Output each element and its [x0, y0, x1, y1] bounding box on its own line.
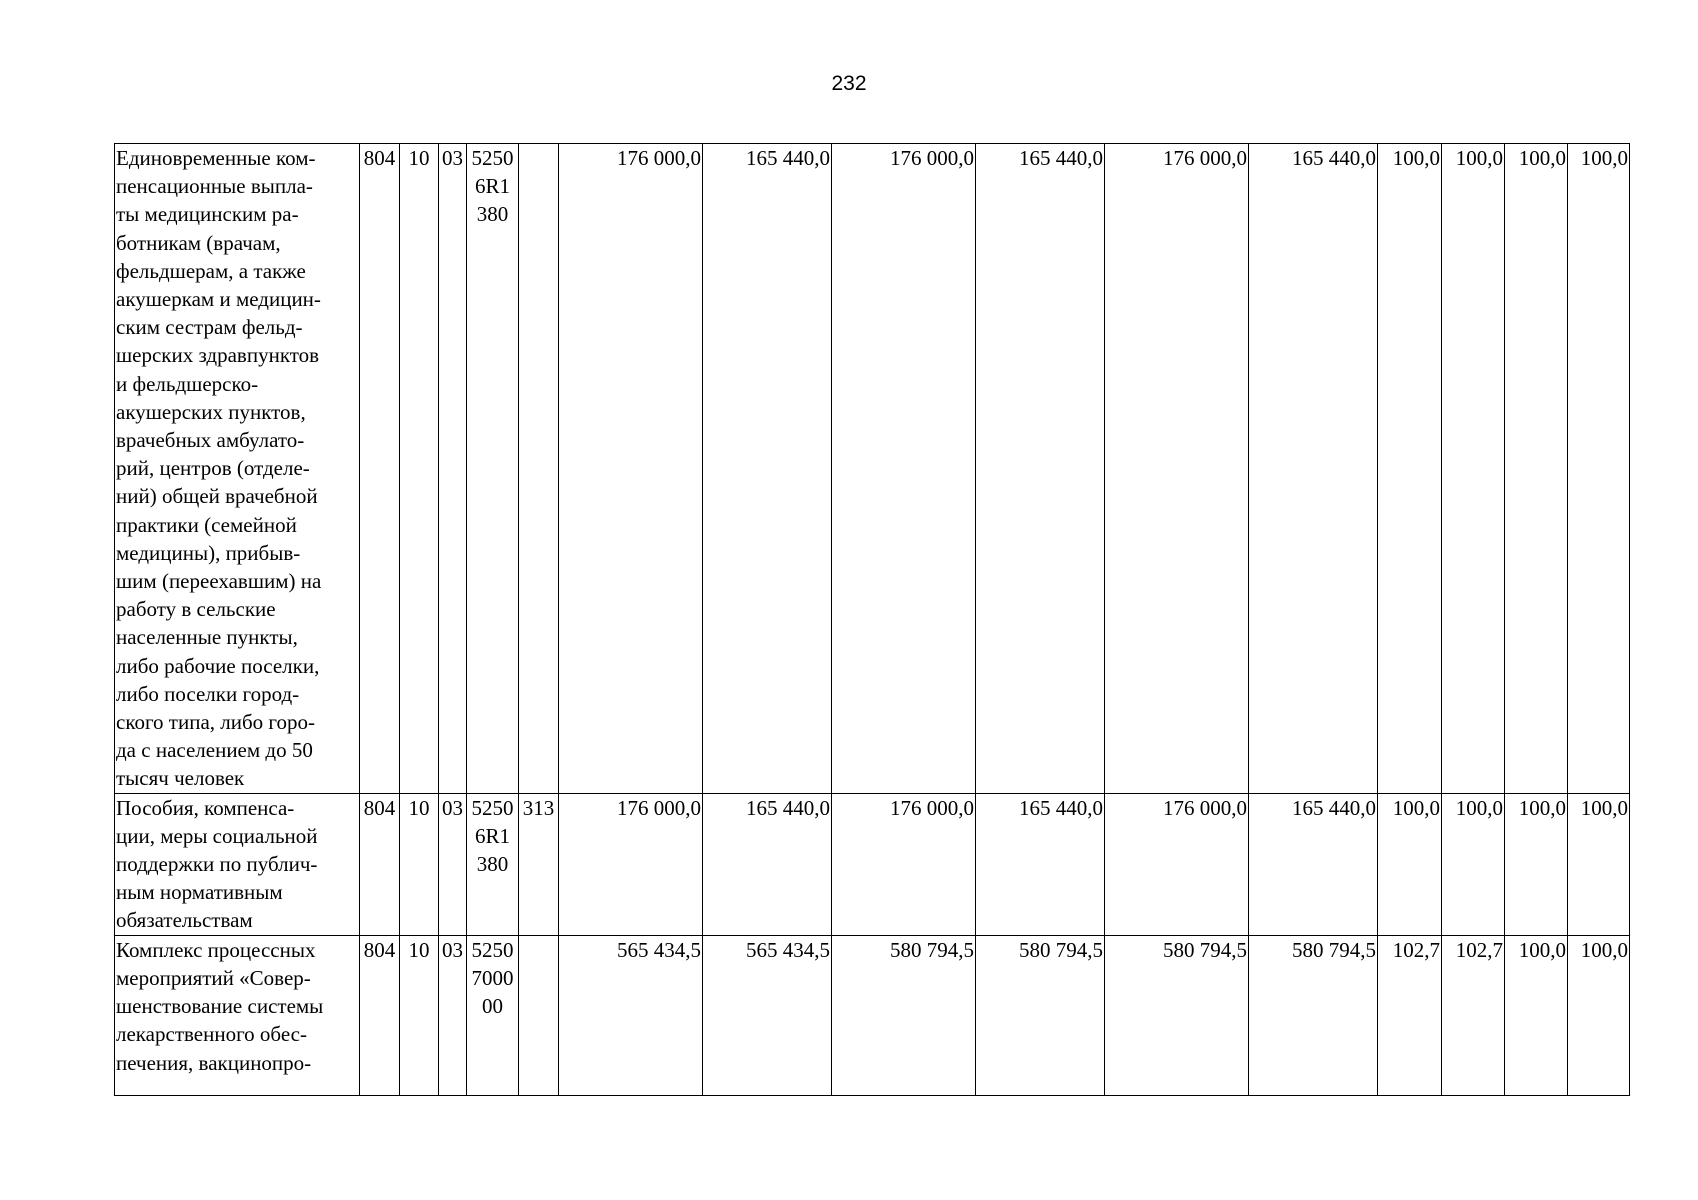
amount-3: 176 000,0: [832, 144, 976, 794]
section-code: 10: [400, 793, 439, 935]
ministry-code: 804: [360, 935, 400, 1095]
percent-3: 100,0: [1505, 935, 1568, 1095]
amount-6: 165 440,0: [1249, 793, 1378, 935]
amount-4: 580 794,5: [976, 935, 1105, 1095]
amount-5: 176 000,0: [1105, 144, 1249, 794]
amount-6: 165 440,0: [1249, 144, 1378, 794]
row-name: Пособия, компенса- ции, меры социальной поддержки по публич- ным нормативным обязательствам: [115, 793, 360, 935]
subsection-code: 03: [439, 793, 467, 935]
subsection-code: 03: [439, 935, 467, 1095]
expense-type-code: [519, 144, 559, 794]
amount-4: 165 440,0: [976, 144, 1105, 794]
percent-2: 100,0: [1442, 793, 1505, 935]
amount-2: 165 440,0: [703, 144, 832, 794]
row-name: Единовременные ком- пенсационные выпла- ты медицинским ра- ботникам (врачам, фельдшерам, а также акушеркам и медицин- ским сестрам фельд- шерских здравпунктов и фельдшерско- акушерских пунктов, врачебных амбулато- рий, центров (отделе- ний) общей врачебной практики (семейной медицины), прибыв- шим (переехавшим) на работу в сельские населенные пункты, либо рабочие поселки, либо поселки город- ского типа, либо горо- да с населением до 50 тысяч человек: [115, 144, 360, 794]
expense-type-code: 313: [519, 793, 559, 935]
percent-3: 100,0: [1505, 793, 1568, 935]
amount-1: 176 000,0: [559, 144, 703, 794]
percent-2: 100,0: [1442, 144, 1505, 794]
amount-1: 565 434,5: [559, 935, 703, 1095]
amount-2: 565 434,5: [703, 935, 832, 1095]
table-row: [115, 793, 1630, 935]
page-number: 232: [831, 72, 867, 95]
percent-3: 100,0: [1505, 144, 1568, 794]
amount-4: 165 440,0: [976, 793, 1105, 935]
subsection-code: 03: [439, 144, 467, 794]
percent-1: 100,0: [1378, 793, 1442, 935]
percent-4: 100,0: [1568, 793, 1630, 935]
table-row: [115, 144, 1630, 794]
target-article-code: 5250 6R1 380: [467, 793, 519, 935]
percent-4: 100,0: [1568, 935, 1630, 1095]
amount-5: 176 000,0: [1105, 793, 1249, 935]
percent-1: 102,7: [1378, 935, 1442, 1095]
amount-3: 580 794,5: [832, 935, 976, 1095]
amount-1: 176 000,0: [559, 793, 703, 935]
percent-2: 102,7: [1442, 935, 1505, 1095]
amount-5: 580 794,5: [1105, 935, 1249, 1095]
amount-2: 165 440,0: [703, 793, 832, 935]
amount-3: 176 000,0: [832, 793, 976, 935]
ministry-code: 804: [360, 793, 400, 935]
section-code: 10: [400, 935, 439, 1095]
ministry-code: 804: [360, 144, 400, 794]
percent-4: 100,0: [1568, 144, 1630, 794]
expense-type-code: [519, 935, 559, 1095]
target-article-code: 5250 6R1 380: [467, 144, 519, 794]
table-row: [115, 935, 1630, 1095]
percent-1: 100,0: [1378, 144, 1442, 794]
row-name: Комплекс процессных мероприятий «Совер- шенствование системы лекарственного обес- печения, вакцинопро-: [115, 935, 360, 1095]
target-article-code: 5250 7000 00: [467, 935, 519, 1095]
amount-6: 580 794,5: [1249, 935, 1378, 1095]
budget-table: [114, 143, 1630, 1096]
section-code: 10: [400, 144, 439, 794]
